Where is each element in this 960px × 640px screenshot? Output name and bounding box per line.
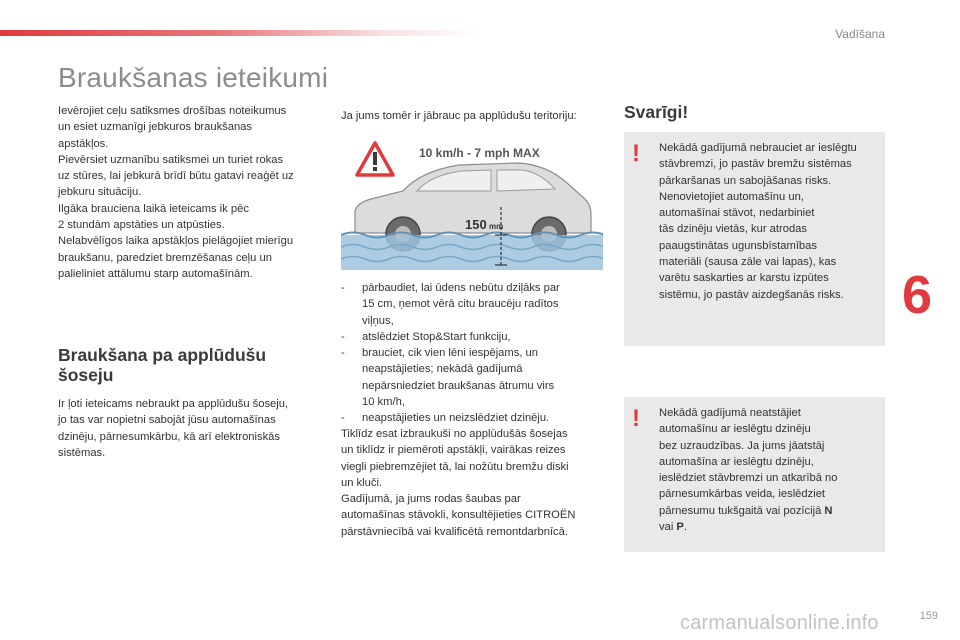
list-line: neapstājieties; nekādā gadījumā [362, 363, 523, 376]
watermark: carmanualsonline.info [680, 612, 879, 634]
list-line: viļņus, [362, 314, 394, 327]
list-line: 15 cm, ņemot vērā citu braucēju radītos [362, 298, 559, 311]
depth-value: 150 [465, 217, 487, 232]
page-title: Braukšanas ieteikumi [58, 62, 329, 93]
warning-text [659, 405, 879, 535]
intro-line: un esiet uzmanīgi jebkuros braukšanas [58, 121, 253, 134]
warning-box-engine-running [624, 397, 885, 552]
paragraph-line: dzinēju, pārnesumkārbu, kā arī elektroniskās [58, 430, 280, 443]
warning-line [659, 519, 879, 535]
paragraph-line: automašīnas stāvokli, konsultējieties CITROËN [341, 509, 576, 522]
warning-line: ieslēdziet stāvbremzi un atkarībā no [659, 472, 838, 485]
flooded-road-heading [58, 345, 320, 385]
warning-text [659, 140, 879, 303]
heading-line: šoseju [58, 365, 114, 385]
intro-line: Ievērojiet ceļu satiksmes drošības noteikumus [58, 105, 287, 117]
exclamation-icon: ! [632, 405, 640, 432]
warning-line: sistēmu, jo pastāv aizdegšanās risks. [659, 288, 844, 301]
intro-line: apstākļos. [58, 137, 109, 150]
intro-line: Pievērsiet uzmanību satiksmei un turiet rokas [58, 153, 284, 166]
page-number: 159 [919, 610, 938, 622]
warning-line: materiāli (sausa zāle vai lapas), kas [659, 256, 837, 269]
paragraph-line: Gadījumā, ja jums rodas šaubas par [341, 493, 521, 506]
list-dash: - [341, 282, 345, 294]
warning-line: varētu saskarties ar karstu izpūtes [659, 272, 829, 285]
instructions-list [341, 280, 606, 427]
warning-line: Nekādā gadījumā neatstājiet [659, 407, 801, 419]
list-line: atslēdziet Stop&Start funkciju, [362, 330, 511, 343]
intro-line: jebkuru situāciju. [58, 186, 142, 199]
paragraph-line: jo tas var nopietni sabojāt jūsu automašīnas [58, 414, 276, 427]
paragraph-line: Tiklīdz esat izbraukuši no applūdušās šosejas [341, 428, 568, 440]
chapter-number: 6 [902, 265, 933, 325]
warning-line: Nekādā gadījumā nebrauciet ar ieslēgtu [659, 142, 857, 154]
paragraph-line: un tiklīdz ir piemēroti apstākļi, vairākas reizes [341, 444, 566, 457]
intro-line: palieliniet attālumu starp automašīnām. [58, 267, 253, 280]
list-line: brauciet, cik vien lēni iespējams, un [362, 347, 538, 360]
warning-box-parking-brake [624, 132, 885, 346]
warning-line [659, 503, 879, 519]
exclamation-icon: ! [632, 140, 640, 167]
warning-line: pārnesumkārbas veida, ieslēdziet [659, 488, 826, 501]
gear-n: N [824, 504, 833, 517]
list-line: pārbaudiet, lai ūdens nebūtu dziļāks par [362, 282, 560, 294]
intro-line: Ilgāka brauciena laikā ieteicams ik pēc [58, 202, 249, 215]
speed-limit-label: 10 km/h - 7 mph MAX [419, 146, 540, 160]
warning-line: bez uzraudzības. Ja jums jāatstāj [659, 439, 825, 452]
paragraph-line: viegli piebremzējiet tā, lai nožūtu bremžu diski [341, 460, 569, 473]
list-line: 10 km/h, [362, 396, 405, 409]
list-line: nepārsniedziet braukšanas ātrumu virs [362, 379, 555, 392]
list-item [341, 410, 606, 426]
water-level [341, 233, 603, 271]
warning-line: stāvbremzi, jo pastāv bremžu sistēmas [659, 158, 852, 171]
paragraph-line: un kluči. [341, 476, 383, 489]
header-accent-bar [0, 30, 480, 36]
warning-line: pārkaršanas un sabojāšanas risks. [659, 174, 832, 187]
flooded-road-illustration [341, 135, 603, 270]
heading-line: Braukšana pa applūdušu [58, 345, 267, 365]
list-item [341, 329, 606, 345]
list-line: neapstājieties un neizslēdziet dzinēju. [362, 412, 550, 425]
intro-paragraph [58, 103, 320, 282]
warning-line-text: . [683, 521, 687, 534]
warning-line: automašīnu ar ieslēgtu dzinēju [659, 423, 811, 436]
gear-p: P [676, 521, 684, 534]
intro-line: Nelabvēlīgos laika apstākļos pielāgojiet mierīgu [58, 235, 294, 248]
important-heading: Svarīgi! [624, 102, 689, 122]
list-dash: - [341, 330, 345, 343]
intro-line: uz stūres, lai jebkurā brīdī būtu gatavi reaģēt uz [58, 170, 294, 183]
warning-line: automašīnai stāvot, nedarbiniet [659, 207, 815, 220]
list-dash: - [341, 347, 345, 360]
flooded-lead-text: Ja jums tomēr ir jābrauc pa applūdušu teritoriju: [341, 110, 577, 122]
depth-unit: mm [489, 222, 504, 231]
after-flooding-paragraph [341, 426, 606, 540]
list-dash: - [341, 412, 345, 425]
list-item [341, 280, 606, 329]
paragraph-line: sistēmas. [58, 446, 106, 459]
section-name: Vadīšana [835, 27, 885, 41]
paragraph-line: pārstāvniecībā vai kvalificētā remontdarbnīcā. [341, 525, 568, 538]
warning-line-text: vai [659, 521, 677, 534]
flooded-road-paragraph [58, 396, 320, 461]
warning-line-text: pārnesumu tukšgaitā vai pozīcijā [659, 504, 822, 517]
warning-line: Nenovietojiet automašīnu un, [659, 190, 804, 203]
paragraph-line: Ir ļoti ieteicams nebraukt pa applūdušu šoseju, [58, 398, 289, 410]
intro-line: 2 stundām apstāties un atpūsties. [58, 219, 225, 232]
warning-line: automašīna ar ieslēgtu dzinēju, [659, 455, 814, 468]
warning-line: paaugstinātas ugunsbīstamības [659, 239, 817, 252]
list-item [341, 345, 606, 410]
warning-line: tās dzinēju vietās, kur atrodas [659, 223, 807, 236]
intro-line: braukšanu, paredziet bremzēšanas ceļu un [58, 251, 272, 264]
